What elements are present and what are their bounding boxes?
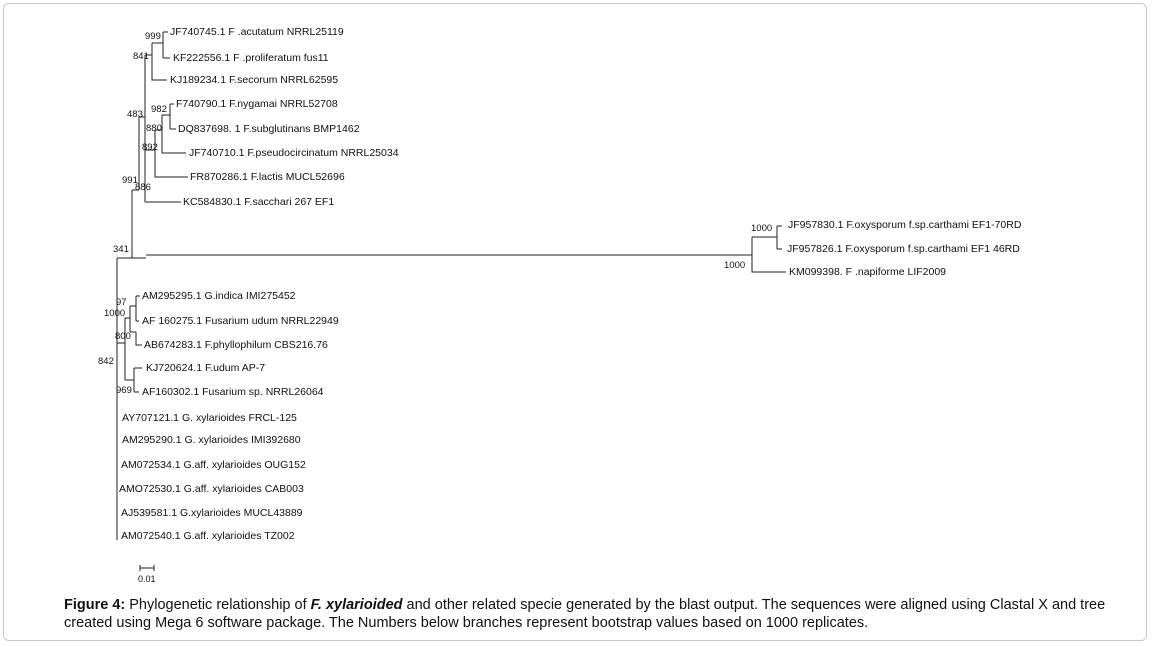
leaf-xylarioides-2: AM295290.1 G. xylarioides IMI392680: [122, 434, 301, 446]
figure-caption: [64, 596, 1124, 632]
leaf-sacchari: KC584830.1 F.sacchari 267 EF1: [183, 196, 335, 208]
scale-bar: [140, 565, 154, 571]
scale-label: 0.01: [138, 574, 156, 584]
bootstrap-341: 341: [113, 244, 129, 255]
leaf-fusarium-sp: AF160302.1 Fusarium sp. NRRL26064: [142, 386, 324, 398]
bootstrap-982: 982: [151, 104, 167, 115]
caption-species: F. xylarioided: [310, 597, 403, 613]
bootstrap-1000-oxysporum: 1000: [751, 223, 773, 234]
leaf-nygamai: F740790.1 F.nygamai NRRL52708: [176, 98, 338, 110]
bootstrap-842: 842: [98, 356, 114, 367]
leaf-oxysporum-2: JF957826.1 F.oxysporum f.sp.carthami EF1 46RD: [787, 243, 1020, 255]
caption-label: Figure 4:: [64, 597, 126, 613]
bootstrap-841: 841: [133, 51, 149, 62]
branch-841-vertical: [152, 43, 167, 80]
leaf-phyllophilum: AB674283.1 F.phyllophilum CBS216.76: [144, 339, 328, 351]
leaf-xylarioides-5: AJ539581.1 G.xylarioides MUCL43889: [121, 507, 303, 519]
bootstrap-886: 886: [135, 182, 151, 193]
bootstrap-1000-napiforme: 1000: [724, 260, 746, 271]
bootstrap-991: 991: [122, 175, 138, 186]
leaf-secorum: KJ189234.1 F.secorum NRRL62595: [170, 74, 339, 86]
bootstrap-483: 483: [127, 109, 143, 120]
leaf-udum-1: AF 160275.1 Fusarium udum NRRL22949: [142, 315, 339, 327]
bootstrap-892: 892: [142, 142, 158, 153]
bootstrap-880: 880: [146, 123, 162, 134]
bootstrap-999: 999: [145, 31, 161, 42]
leaf-xylarioides-6: AM072540.1 G.aff. xylarioides TZ002: [121, 530, 295, 542]
bootstrap-1000-indica: 1000: [104, 308, 126, 319]
leaf-labels: [119, 26, 1022, 542]
bootstrap-97: 97: [116, 297, 127, 308]
leaf-xylarioides-1: AY707121.1 G. xylarioides FRCL-125: [122, 412, 297, 424]
branch-1000-nap-vertical: [752, 237, 786, 272]
leaf-udum-2: KJ720624.1 F.udum AP-7: [146, 362, 266, 374]
leaf-napiforme: KM099398. F .napiforme LIF2009: [789, 266, 947, 278]
bootstrap-800: 800: [115, 331, 131, 342]
leaf-oxysporum-1: JF957830.1 F.oxysporum f.sp.carthami EF1-70RD: [788, 219, 1022, 231]
leaf-indica: AM295295.1 G.indica IMI275452: [142, 290, 296, 302]
leaf-acutatum: JF740745.1 F .acutatum NRRL25119: [170, 26, 344, 38]
leaf-proliferatum: KF222556.1 F .proliferatum fus11: [173, 52, 329, 64]
leaf-xylarioides-3: AM072534.1 G.aff. xylarioides OUG152: [121, 459, 306, 471]
leaf-lactis: FR870286.1 F.lactis MUCL52696: [190, 171, 345, 183]
bootstrap-969: 969: [116, 385, 132, 396]
leaf-xylarioides-4: AMO72530.1 G.aff. xylarioides CAB003: [119, 483, 304, 495]
caption-text-before: Phylogenetic relationship of: [125, 597, 311, 613]
branch-phyllophilum: [136, 332, 142, 345]
caption-text-after: and other related specie generated by the blast output. The sequences were aligned using Clastal X and tree created using Mega 6 software package. The Numbers below branches represent bootstrap values based on 1000 replicates.: [64, 597, 1106, 631]
leaf-subglutinans: DQ837698. 1 F.subglutinans BMP1462: [178, 123, 360, 135]
leaf-pseudocircinatum: JF740710.1 F.pseudocircinatum NRRL25034: [189, 147, 399, 159]
